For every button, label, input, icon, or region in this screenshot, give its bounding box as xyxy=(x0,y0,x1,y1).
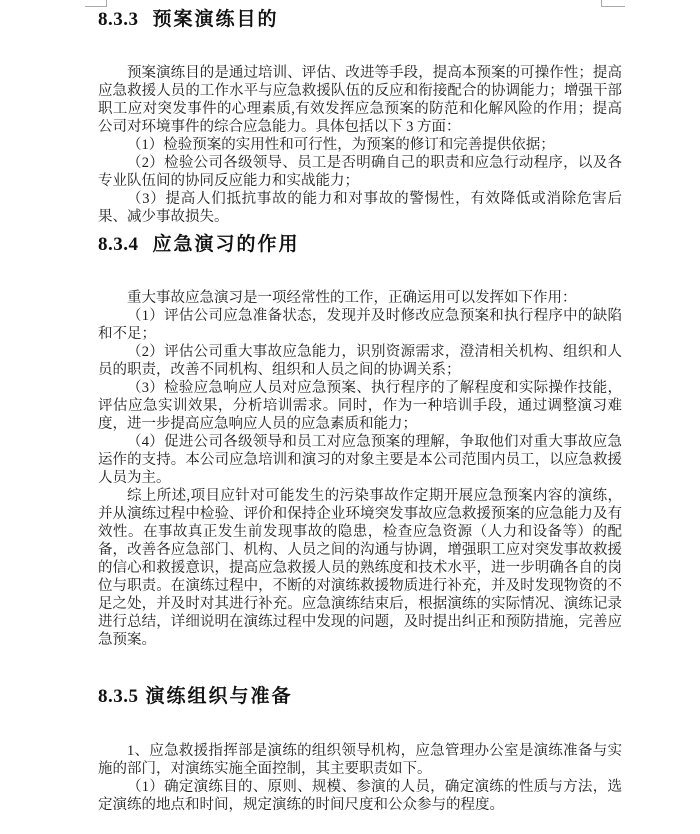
section-heading-8-3-4 xyxy=(98,234,622,255)
section-title: 预案演练目的 xyxy=(152,9,279,30)
document-content xyxy=(98,0,622,814)
section-number: 8.3.3 xyxy=(98,9,139,30)
section-title: 演练组织与准备 xyxy=(145,686,293,707)
paragraph: 重大事故应急演习是一项经常性的工作，正确运用可以发挥如下作用： xyxy=(127,290,577,306)
section-heading-8-3-3 xyxy=(98,9,622,30)
paragraph: （1）检验预案的实用性和可行性，为预案的修订和完善提供依据； xyxy=(127,137,555,153)
section-heading-8-3-5 xyxy=(98,686,622,707)
paragraph: （4）促进公司各级领导和员工对应急预案的理解，争取他们对重大事故应急运作的支持。本公司应急培训和演习的对象主要是本公司范围内员工，以应急救援人员为主。 xyxy=(98,434,622,486)
paragraph: （3）提高人们抵抗事故的能力和对事故的警惕性，有效降低或消除危害后果、减少事故损失。 xyxy=(98,191,622,225)
section-number: 8.3.5 xyxy=(98,686,139,707)
paragraph: （2）评估公司重大事故应急能力，识别资源需求，澄清相关机构、组织和人员的职责，改善不同机构、组织和人员之间的协调关系； xyxy=(98,344,622,378)
paragraph: 综上所述,项目应针对可能发生的污染事故作定期开展应急预案内容的演练，并从演练过程中检验、评价和保持企业环境突发事故应急救援预案的应急能力及有效性。在事故真正发生前发现事故的隐患，检查应急资源（人力和设备等）的配备，改善各应急部门、机构、人员之间的沟通与协调，增强职工应对突发事故救援的信心和救援意识，提高应急救援人员的熟练度和技术水平，进一步明确各自的岗位与职责。在演练过程中，不断的对演练救援物质进行补充，并及时发现物资的不足之处，并及时对其进行补充。应急演练结束后，根据演练的实际情况、演练记录进行总结，详细说明在演练过程中发现的问题，及时提出纠正和预防措施，完善应急预案。 xyxy=(98,488,622,648)
section-number: 8.3.4 xyxy=(98,234,139,255)
paragraph: （1）确定演练目的、原则、规模、参演的人员，确定演练的性质与方法，选定演练的地点和时间，规定演练的时间尺度和公众参与的程度。 xyxy=(98,779,622,813)
paragraph: （1）评估公司应急准备状态，发现并及时修改应急预案和执行程序中的缺陷和不足； xyxy=(98,308,622,342)
section-title: 应急演习的作用 xyxy=(152,234,300,255)
paragraph: 1、应急救援指挥部是演练的组织领导机构，应急管理办公室是演练准备与实施的部门，对演练实施全面控制，其主要职责如下。 xyxy=(98,743,622,777)
paragraph: （2）检验公司各级领导、员工是否明确自己的职责和应急行动程序，以及各专业队伍间的协同反应能力和实战能力； xyxy=(98,155,622,189)
paragraph: （3）检验应急响应人员对应急预案、执行程序的了解程度和实际操作技能，评估应急实训效果，分析培训需求。同时，作为一种培训手段，通过调整演习难度，进一步提高应急响应人员的应急素质和能力； xyxy=(98,380,622,432)
paragraph: 预案演练目的是通过培训、评估、改进等手段，提高本预案的可操作性；提高应急救援人员的工作水平与应急救援队伍的反应和衔接配合的协调能力；增强干部职工应对突发事件的心理素质,有效发挥应急预案的防范和化解风险的作用；提高公司对环境事件的综合应急能力。具体包括以下 3 方面： xyxy=(98,65,622,135)
